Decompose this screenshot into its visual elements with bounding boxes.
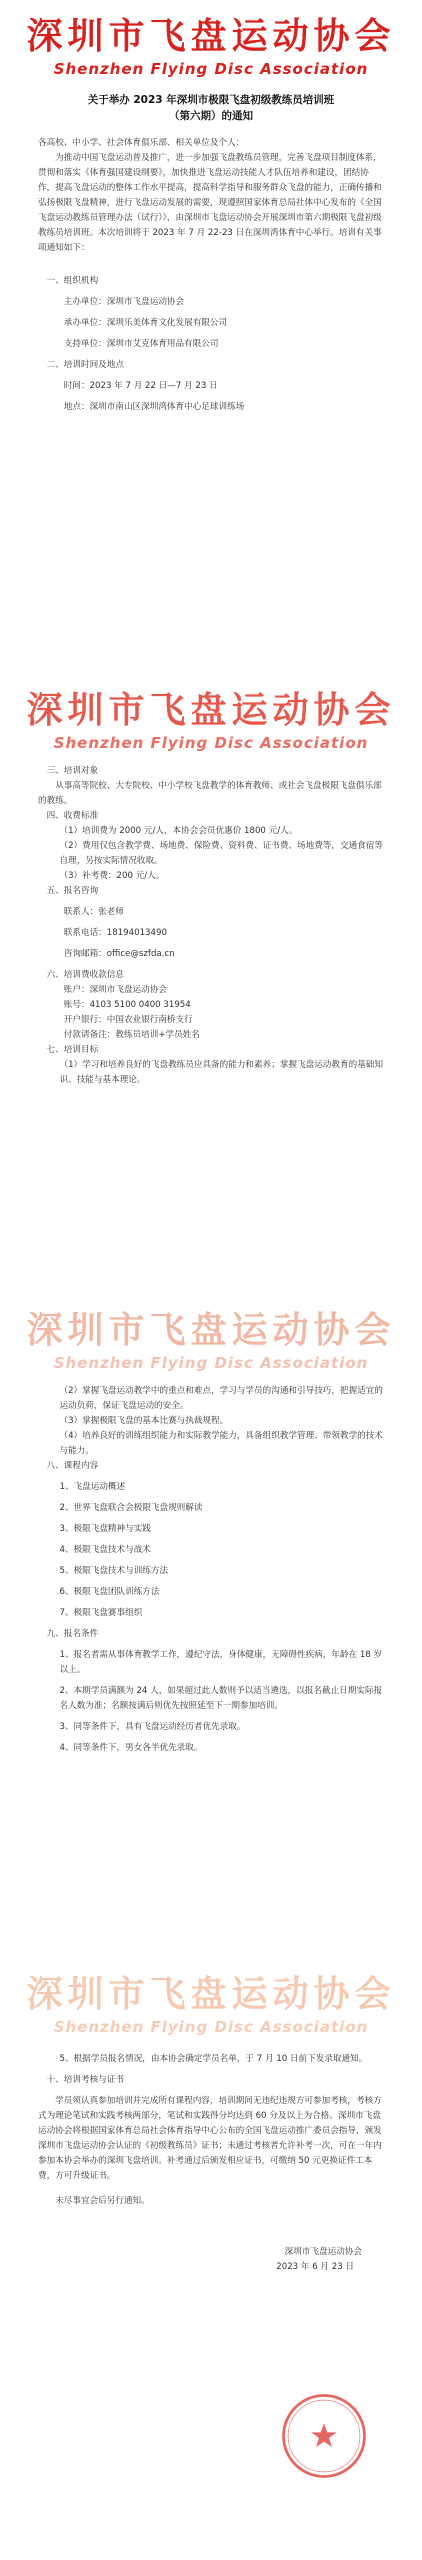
training-time: 时间：2023 年 7 月 22 日—7 月 23 日: [63, 381, 218, 391]
requirement-item-1: 1、报名者需从事体育教学工作，遵纪守法，身体健康，无障碍性疾病，年龄在 18 岁以上。: [59, 1650, 383, 1675]
page-4: [0, 1920, 422, 2560]
section-fee-heading: 四、收费标准: [46, 811, 99, 821]
letterhead-title-en: Shenzhen Flying Disc Association: [53, 2018, 369, 2036]
letterhead: [0, 1920, 422, 2036]
page-1: [0, 0, 422, 640]
letterhead-title-cn: 深圳市飞盘运动协会: [26, 1310, 396, 1351]
section-certificate-heading: 十、培训考核与证书: [46, 2075, 124, 2085]
page-2-content: [0, 752, 422, 1088]
payment-account-name: 账户：深圳市飞盘运动协会: [63, 985, 167, 995]
training-target: 从事高等院校、大专院校、中小学校飞盘教学的体育教师、或社会飞盘极限飞盘俱乐部的教练。: [38, 781, 382, 806]
course-item: 7、极限飞盘赛事组织: [59, 1608, 143, 1618]
section-requirements-heading: 九、报名条件: [46, 1629, 99, 1639]
goal-item-3: （3）掌握极限飞盘的基本比赛与执裁规程。: [59, 1416, 229, 1426]
contact-person: 联系人：张老师: [63, 907, 124, 917]
closing-remark: 未尽事宜会后另行通知。: [55, 2196, 150, 2206]
official-seal-stamp: [278, 2390, 370, 2482]
requirement-item-5: 5、根据学员报名情况，由本协会确定学员名单，于 7 月 10 日前下发录取通知。: [59, 2054, 368, 2064]
section-target-heading: 三、培训对象: [46, 766, 99, 776]
page-3: [0, 1280, 422, 1920]
organizer-unit: 承办单位：深圳乐美体育文化发展有限公司: [63, 318, 228, 328]
fee-item-2: （2）费用仅包含教学费、场地费、保险费、资料费、证书费、场地费等，交通食宿等自理，另按实际情况收取。: [59, 841, 383, 866]
letterhead-title-cn: 深圳市飞盘运动协会: [26, 1974, 396, 2015]
letterhead-title-en: Shenzhen Flying Disc Association: [53, 60, 369, 78]
requirement-item-4: 4、同等条件下，男女各半优先录取。: [59, 1743, 203, 1753]
notice-title-line-2: （第六期）的通知: [169, 110, 253, 122]
course-item: 4、极限飞盘技术与战术: [59, 1545, 151, 1555]
requirement-item-3: 3、同等条件下，具有飞盘运动经历者优先录取。: [59, 1722, 246, 1732]
letterhead: [0, 640, 422, 752]
course-item: 3、极限飞盘精神与实践: [59, 1524, 151, 1534]
letterhead-title-cn: 深圳市飞盘运动协会: [26, 690, 396, 731]
page-2: [0, 640, 422, 1280]
training-place: 地点：深圳市南山区深圳湾体育中心足球训练场: [63, 402, 245, 412]
page-4-content: [0, 2036, 422, 2275]
notice-title-line-1: 关于举办 2023 年深圳市极限飞盘初级教练员培训班: [87, 94, 335, 106]
letterhead-title-en: Shenzhen Flying Disc Association: [53, 1354, 369, 1372]
letterhead: [0, 1280, 422, 1372]
fee-item-1: （1）培训费为 2000 元/人，本协会会员优惠价 1800 元/人。: [59, 826, 298, 836]
section-goals-heading: 七、培训目标: [46, 1045, 99, 1055]
section-time-place-heading: 二、培训时间及地点: [46, 360, 124, 370]
supporter-unit: 支持单位：深圳市艾克体育用品有限公司: [63, 339, 219, 349]
requirement-item-2: 2、本期学员满额为 24 人，如果超过此人数则予以适当遴选，以报名截止日期实际报名人数为准；名额按满后则优先按照延至下一期参加培训。: [59, 1686, 383, 1711]
host-unit: 主办单位：深圳市飞盘运动协会: [63, 297, 185, 307]
intro-paragraph: 为推动中国飞盘运动普及推广，进一步加强飞盘教练员管理，完善飞盘项目制度体系，贯彻和落实《体育强国建设纲要》，加快推进飞盘运动技能人才队伍培养和建设，团结协作，提高飞盘运动的整体工作水平提高，提高科学指导和服务群众飞盘的能力，正确传播和弘扬极限飞盘精神，进行飞盘运动发展的需要，现遵照国家体育总局社体中心发布的《全国飞盘运动教练员管理办法（试行）》，由深圳市飞盘运动协会开展深圳市第六期极限飞盘初级教练员培训班。本次培训将于 2023 年 7 月 22-23 日在深圳湾体育中心举行。培训有关事项通知如下：: [38, 153, 382, 253]
salutation: 各高校、中小学、社会体育俱乐部、相关单位及个人：: [38, 138, 245, 148]
contact-phone: 联系电话：18194013490: [63, 928, 167, 938]
page-3-content: [0, 1372, 422, 1756]
course-item: 2、世界飞盘联合会极限飞盘规则解读: [59, 1503, 203, 1513]
signature-organization: 深圳市飞盘运动协会: [284, 2247, 362, 2257]
section-organization-heading: 一、组织机构: [46, 276, 99, 286]
section-courses-heading: 八、课程内容: [46, 1461, 99, 1471]
letterhead: [0, 0, 422, 78]
section-payment-heading: 六、培训费收款信息: [46, 970, 124, 980]
payment-bank: 开户银行：中国农业银行南桥支行: [63, 1015, 193, 1025]
section-contact-heading: 五、报名咨询: [46, 886, 99, 896]
notice-title: [38, 92, 384, 124]
letterhead-title-cn: 深圳市飞盘运动协会: [26, 16, 396, 57]
goal-item-1: （1）学习和培养良好的飞盘教练员应具备的能力和素养；掌握飞盘运动教育的基础知识、技能与基本理论。: [59, 1060, 383, 1085]
certificate-paragraph: 学员须认真参加培训并完成所有课程内容，培训期间无违纪违规方可参加考核，考核方式为理论笔试和实践考核两部分，笔试和实践得分均达到 60 分及以上为合格。深圳市飞盘运动协会将根据国家体育总局社会体育指导中心公布的全国飞盘运动推广委员会指导，颁发深圳市飞盘运动协会认证的《初级教练员》证书；未通过考核者允许补考一次，可在一年内参加本协会举办的深圳飞盘培训。补考通过后颁发相应证书，可缴纳 50 元更换证件工本费，方可升级证书。: [38, 2096, 382, 2181]
course-item: 1、飞盘运动概述: [59, 1482, 126, 1492]
payment-remark: 付款请备注：教练员培训+学员姓名: [63, 1030, 200, 1040]
contact-email[interactable]: 咨询邮箱：office@szfda.cn: [63, 949, 175, 959]
course-item: 5、极限飞盘技术与训练方法: [59, 1566, 169, 1576]
course-item: 6、极限飞盘团队训练方法: [59, 1587, 160, 1597]
goal-item-4: （4）培养良好的训练组织能力和实际教学能力，具备组织教学管理、带领教学的技术与能力。: [59, 1431, 383, 1456]
payment-account-number: 账号：4103 5100 0400 31954: [63, 1000, 191, 1010]
letterhead-title-en: Shenzhen Flying Disc Association: [53, 734, 369, 752]
fee-item-3: （3）补考费：200 元/人。: [59, 871, 165, 881]
signature-date: 2023 年 6 月 23 日: [276, 2262, 354, 2272]
goal-item-2: （2）掌握飞盘运动教学中的重点和难点，学习与学员的沟通和引导技巧，把握适宜的运动负荷，保证飞盘运动的安全。: [59, 1386, 383, 1411]
page-1-content: [0, 78, 422, 415]
